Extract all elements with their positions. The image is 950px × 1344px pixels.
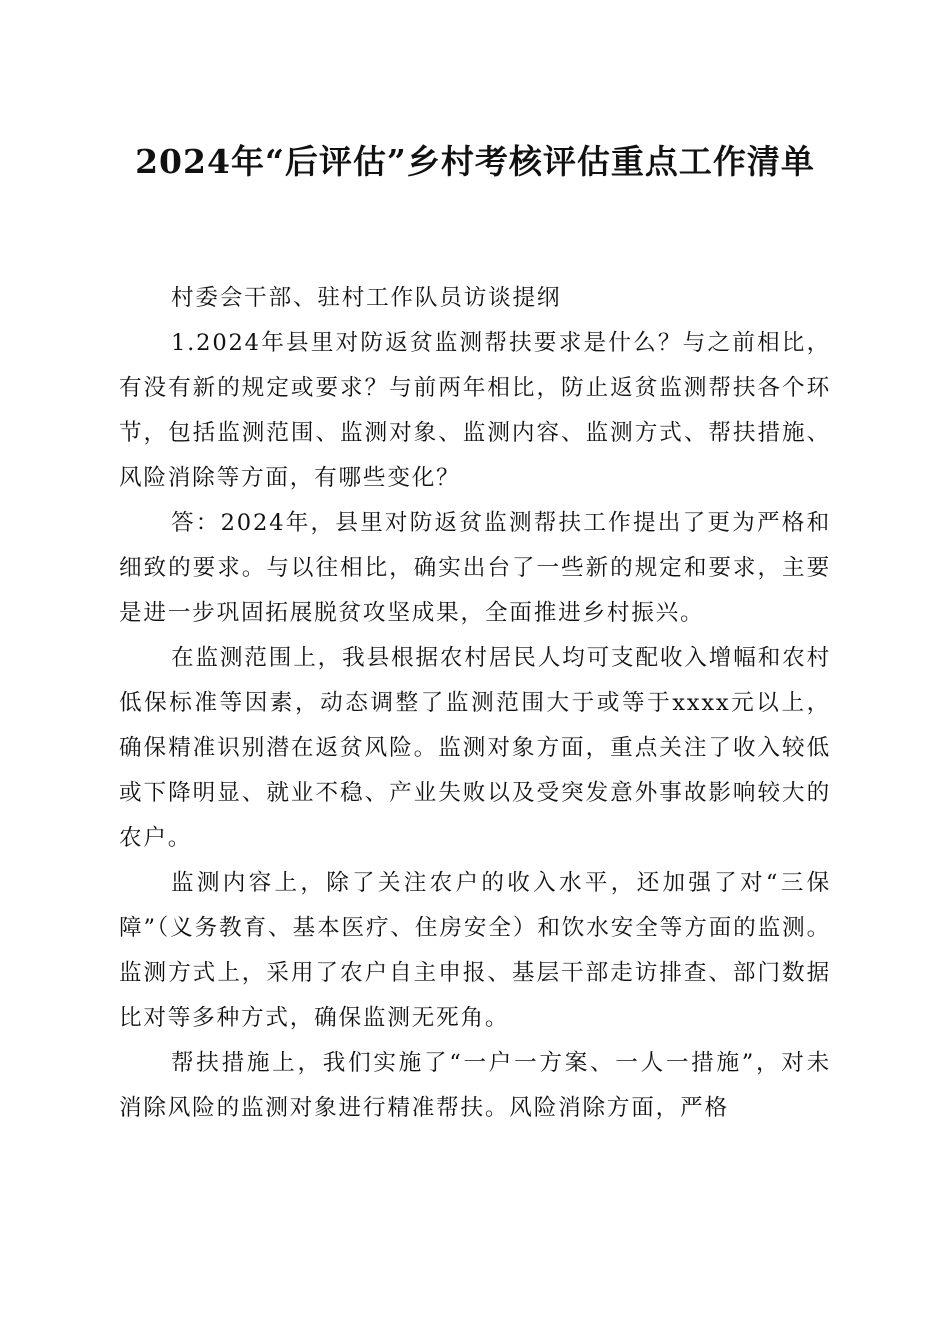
- monitoring-content-paragraph: 监测内容上，除了关注农户的收入水平，还加强了对“三保障”（义务教育、基本医疗、住房安全）和饮水安全等方面的监测。监测方式上，采用了农户自主申报、基层干部走访排查、部门数据比对等多种方式，确保监测无死角。: [119, 870, 831, 1031]
- assistance-measures-paragraph: 帮扶措施上，我们实施了“一户一方案、一人一措施”，对未消除风险的监测对象进行精准帮扶。风险消除方面，严格: [119, 1050, 831, 1121]
- monitoring-scope-paragraph: 在监测范围上，我县根据农村居民人均可支配收入增幅和农村低保标准等因素，动态调整了监测范围大于或等于xxxx元以上，确保精准识别潜在返贫风险。监测对象方面，重点关注了收入较低或下降明显、就业不稳、产业失败以及受突发意外事故影响较大的农户。: [119, 645, 831, 851]
- document-title: 2024年“后评估”乡村考核评估重点工作清单: [135, 142, 815, 181]
- answer-paragraph: 答：2024年，县里对防返贫监测帮扶工作提出了更为严格和细致的要求。与以往相比，确实出台了一些新的规定和要求，主要是进一步巩固拓展脱贫攻坚成果，全面推进乡村振兴。: [119, 510, 831, 626]
- document-body: [119, 276, 831, 1131]
- question-paragraph: 1.2024年县里对防返贫监测帮扶要求是什么？与之前相比，有没有新的规定或要求？与前两年相比，防止返贫监测帮扶各个环节，包括监测范围、监测对象、监测内容、监测方式、帮扶措施、风险消除等方面，有哪些变化？: [119, 330, 831, 491]
- interview-outline-heading: 村委会干部、驻村工作队员访谈提纲: [171, 285, 562, 311]
